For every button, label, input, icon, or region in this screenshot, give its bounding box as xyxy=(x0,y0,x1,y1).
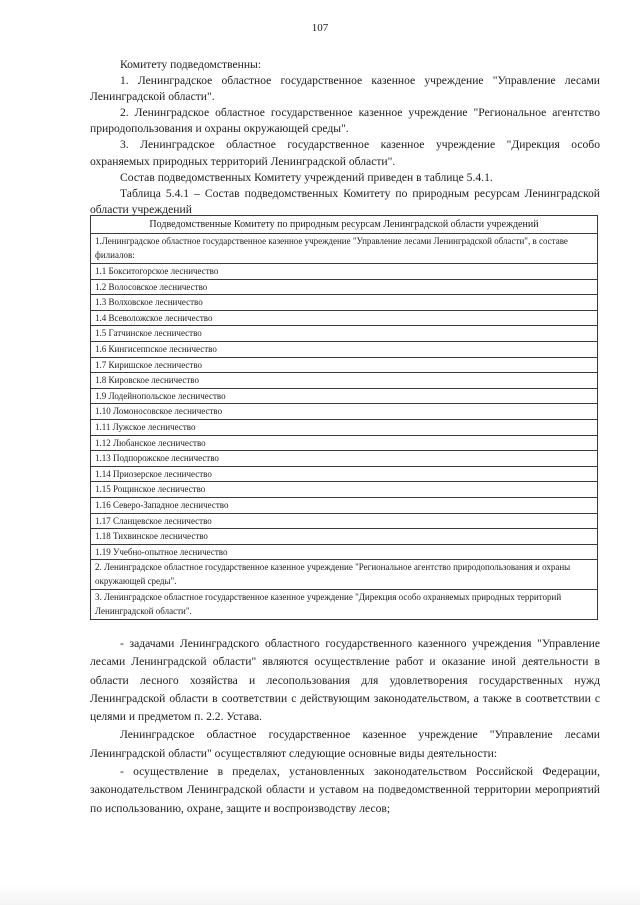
body-paragraph: - осуществление в пределах, установленных законодательством Российской Федерации, законодательством Ленинградской области и уставом на подведомственной территории мероприятий по использованию, охране, защите и воспроизводству лесов; xyxy=(90,765,600,815)
page-number: 107 xyxy=(311,22,329,34)
table-cell: 1.19 Учебно-опытное лесничество xyxy=(91,544,598,560)
table-row xyxy=(91,357,598,373)
table-row xyxy=(91,295,598,311)
table-cell: 1.17 Сланцевское лесничество xyxy=(91,513,598,529)
body-paragraph: Ленинградское областное государственное казенное учреждение "Управление лесами Ленинградской области" осуществляют следующие основные виды деятельности: xyxy=(90,728,600,760)
table-row xyxy=(91,264,598,280)
table-cell: 1.14 Приозерское лесничество xyxy=(91,466,598,482)
table-header-row xyxy=(91,216,598,234)
intro-paragraph: 2. Ленинградское областное государственное казенное учреждение "Региональное агентство природопользования и охраны окружающей среды". xyxy=(90,106,600,136)
table-cell: 1.2 Волосовское лесничество xyxy=(91,279,598,295)
units-table xyxy=(90,215,598,620)
table-row xyxy=(91,513,598,529)
table-row xyxy=(91,482,598,498)
table-cell: 1.18 Тихвинское лесничество xyxy=(91,529,598,545)
intro-paragraph: 1. Ленинградское областное государственное казенное учреждение "Управление лесами Ленинградской области". xyxy=(90,74,600,104)
table-cell: 2. Ленинградское областное государственное казенное учреждение "Региональное агентство природопользования и охраны окружающей среды". xyxy=(91,560,598,590)
table-row xyxy=(91,341,598,357)
table-row xyxy=(91,419,598,435)
body-section xyxy=(90,635,600,818)
table-row xyxy=(91,590,598,620)
table-cell: 1.7 Киришское лесничество xyxy=(91,357,598,373)
table-cell: 1.10 Ломоносовское лесничество xyxy=(91,404,598,420)
table-row xyxy=(91,451,598,467)
table-cell: 1.1 Бокситогорское лесничество xyxy=(91,264,598,280)
table-row xyxy=(91,388,598,404)
units-table-container xyxy=(90,215,598,620)
body-paragraph: - задачами Ленинградского областного государственного казенного учреждения "Управление лесами Ленинградской области" являются осуществление работ и оказание иной деятельности в области лесного хозяйства и лесопользования для удовлетворения государственных нужд Ленинградской области в соответствии с действующим законодательством, а также в соответствии с целями и предметом п. 2.2. Устава. xyxy=(90,637,600,724)
table-cell: 1.3 Волховское лесничество xyxy=(91,295,598,311)
table-row xyxy=(91,529,598,545)
table-row xyxy=(91,466,598,482)
table-cell: 1.8 Кировское лесничество xyxy=(91,373,598,389)
table-row xyxy=(91,234,598,264)
intro-paragraph: Комитету подведомственны: xyxy=(120,58,262,71)
table-cell: 1.Ленинградское областное государственное казенное учреждение "Управление лесами Ленинградской области", в составе филиалов: xyxy=(91,234,598,264)
table-row xyxy=(91,326,598,342)
scan-bottom-edge xyxy=(0,885,640,905)
table-cell: 3. Ленинградское областное государственное казенное учреждение "Дирекция особо охраняемых природных территорий Ленинградской области". xyxy=(91,590,598,620)
table-row xyxy=(91,404,598,420)
table-cell: 1.16 Северо-Западное лесничество xyxy=(91,497,598,513)
table-row xyxy=(91,544,598,560)
table-cell: 1.11 Лужское лесничество xyxy=(91,419,598,435)
table-row xyxy=(91,435,598,451)
table-cell: 1.15 Рощинское лесничество xyxy=(91,482,598,498)
table-row xyxy=(91,497,598,513)
table-cell: 1.5 Гатчинское лесничество xyxy=(91,326,598,342)
table-cell: 1.12 Любанское лесничество xyxy=(91,435,598,451)
table-header-cell: Подведомственные Комитету по природным ресурсам Ленинградской области учреждений xyxy=(91,216,598,234)
table-cell: 1.6 Кингисеппское лесничество xyxy=(91,341,598,357)
table-row xyxy=(91,279,598,295)
table-row xyxy=(91,373,598,389)
table-row xyxy=(91,560,598,590)
table-row xyxy=(91,310,598,326)
table-caption: Таблица 5.4.1 – Состав подведомственных Комитету по природным ресурсам Ленинградской области учреждений xyxy=(90,186,600,216)
intro-paragraph: 3. Ленинградское областное государственное казенное учреждение "Дирекция особо охраняемых природных территорий Ленинградской области". xyxy=(90,138,600,168)
intro-section xyxy=(90,57,600,218)
table-cell: 1.13 Подпорожское лесничество xyxy=(91,451,598,467)
table-cell: 1.4 Всеволожское лесничество xyxy=(91,310,598,326)
table-cell: 1.9 Лодейнопольское лесничество xyxy=(91,388,598,404)
intro-paragraph: Состав подведомственных Комитету учреждений приведен в таблице 5.4.1. xyxy=(120,170,493,184)
